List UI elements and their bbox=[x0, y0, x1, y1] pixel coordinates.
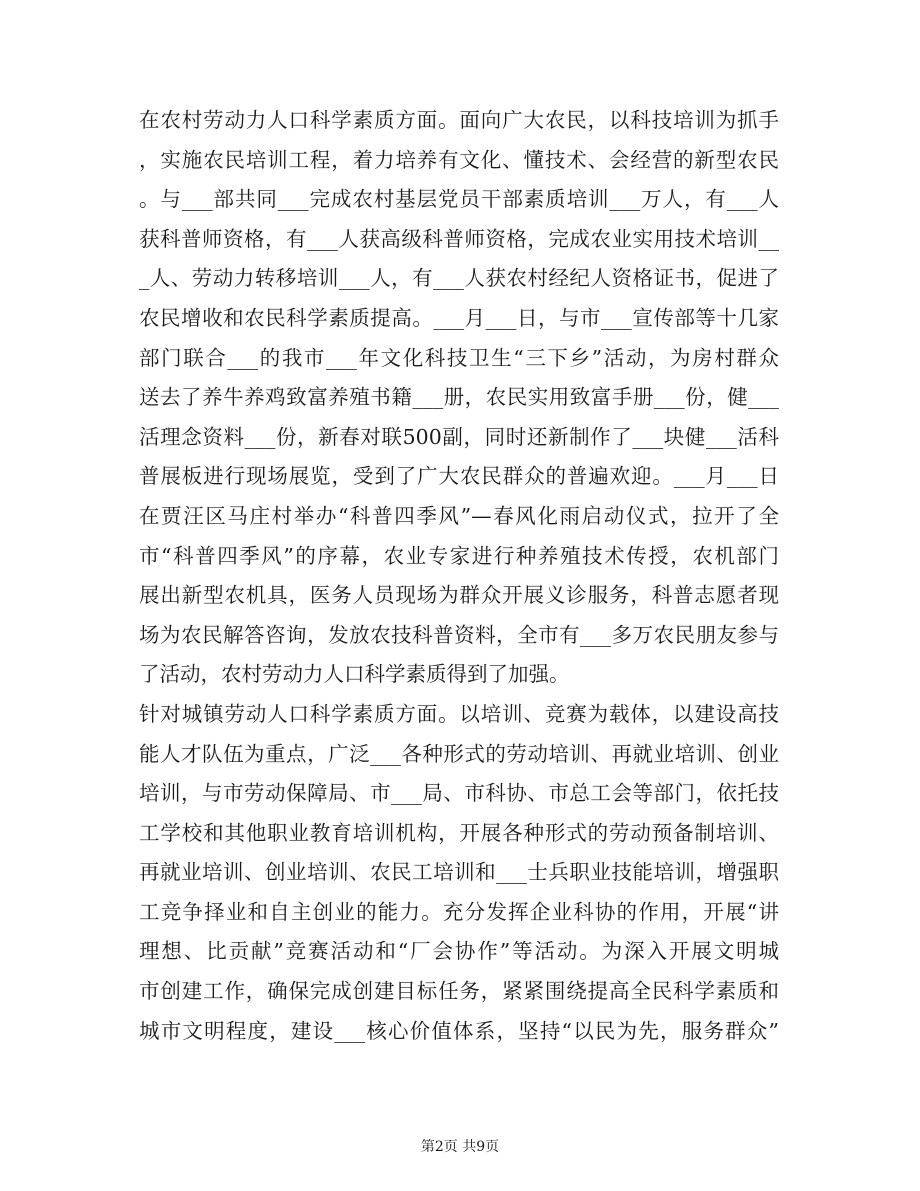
text-line: 城市文明程度，建设___核心价值体系，坚持“以民为先，服务群众” bbox=[139, 1018, 779, 1043]
text-line: 农民增收和农民科学素质提高。___月___日，与市___宣传部等十几家 bbox=[139, 305, 779, 330]
text-line: 针对城镇劳动人口科学素质方面。以培训、竞赛为载体，以建设高技 bbox=[139, 701, 779, 726]
text-line: 场为农民解答咨询，发放农技科普资料，全市有___多万农民朋友参与 bbox=[139, 622, 779, 647]
text-line: 市“科普四季风”的序幕，农业专家进行种养殖技术传授，农机部门 bbox=[139, 543, 779, 568]
text-line: 能人才队伍为重点，广泛___各种形式的劳动培训、再就业培训、创业 bbox=[139, 741, 779, 766]
text-line: 展出新型农机具，医务人员现场为群众开展义诊服务，科普志愿者现 bbox=[139, 583, 779, 608]
text-line: 活理念资料___份，新春对联500副，同时还新制作了___块健___活科 bbox=[139, 424, 779, 449]
text-line: 在贾汪区马庄村举办“科普四季风”—春风化雨启动仪式，拉开了全 bbox=[139, 503, 779, 528]
text-line: 部门联合___的我市___年文化科技卫生“三下乡”活动，为房村群众 bbox=[139, 345, 779, 370]
text-line: 市创建工作，确保完成创建目标任务，紧紧围绕提高全民科学素质和 bbox=[139, 979, 779, 1004]
text-line: _人、劳动力转移培训___人，有___人获农村经纪人资格证书，促进了 bbox=[139, 266, 779, 291]
text-line: 送去了养牛养鸡致富养殖书籍___册，农民实用致富手册___份，健___ bbox=[139, 385, 779, 410]
text-line: 了活动，农村劳动力人口科学素质得到了加强。 bbox=[139, 662, 570, 687]
text-line: 再就业培训、创业培训、农民工培训和___士兵职业技能培训，增强职 bbox=[139, 860, 779, 885]
page-number: 第2页 共9页 bbox=[420, 1139, 500, 1155]
text-line: 。与___部共同___完成农村基层党员干部素质培训___万人，有___人 bbox=[139, 187, 779, 212]
text-line: 获科普师资格，有___人获高级科普师资格，完成农业实用技术培训__ bbox=[139, 226, 779, 251]
text-line: 普展板进行现场展览，受到了广大农民群众的普遍欢迎。___月___日 bbox=[139, 464, 779, 489]
text-line: ，实施农民培训工程，着力培养有文化、懂技术、会经营的新型农民 bbox=[139, 147, 779, 172]
document-body bbox=[139, 101, 779, 1051]
text-line: 培训，与市劳动保障局、市___局、市科协、市总工会等部门，依托技 bbox=[139, 781, 779, 806]
text-line: 在农村劳动力人口科学素质方面。面向广大农民，以科技培训为抓手 bbox=[139, 108, 779, 132]
text-line: 理想、比贡献”竞赛活动和“厂会协作”等活动。为深入开展文明城 bbox=[139, 939, 779, 964]
text-line: 工竞争择业和自主创业的能力。充分发挥企业科协的作用，开展“讲 bbox=[139, 899, 779, 924]
text-line: 工学校和其他职业教育培训机构，开展各种形式的劳动预备制培训、 bbox=[139, 820, 779, 845]
